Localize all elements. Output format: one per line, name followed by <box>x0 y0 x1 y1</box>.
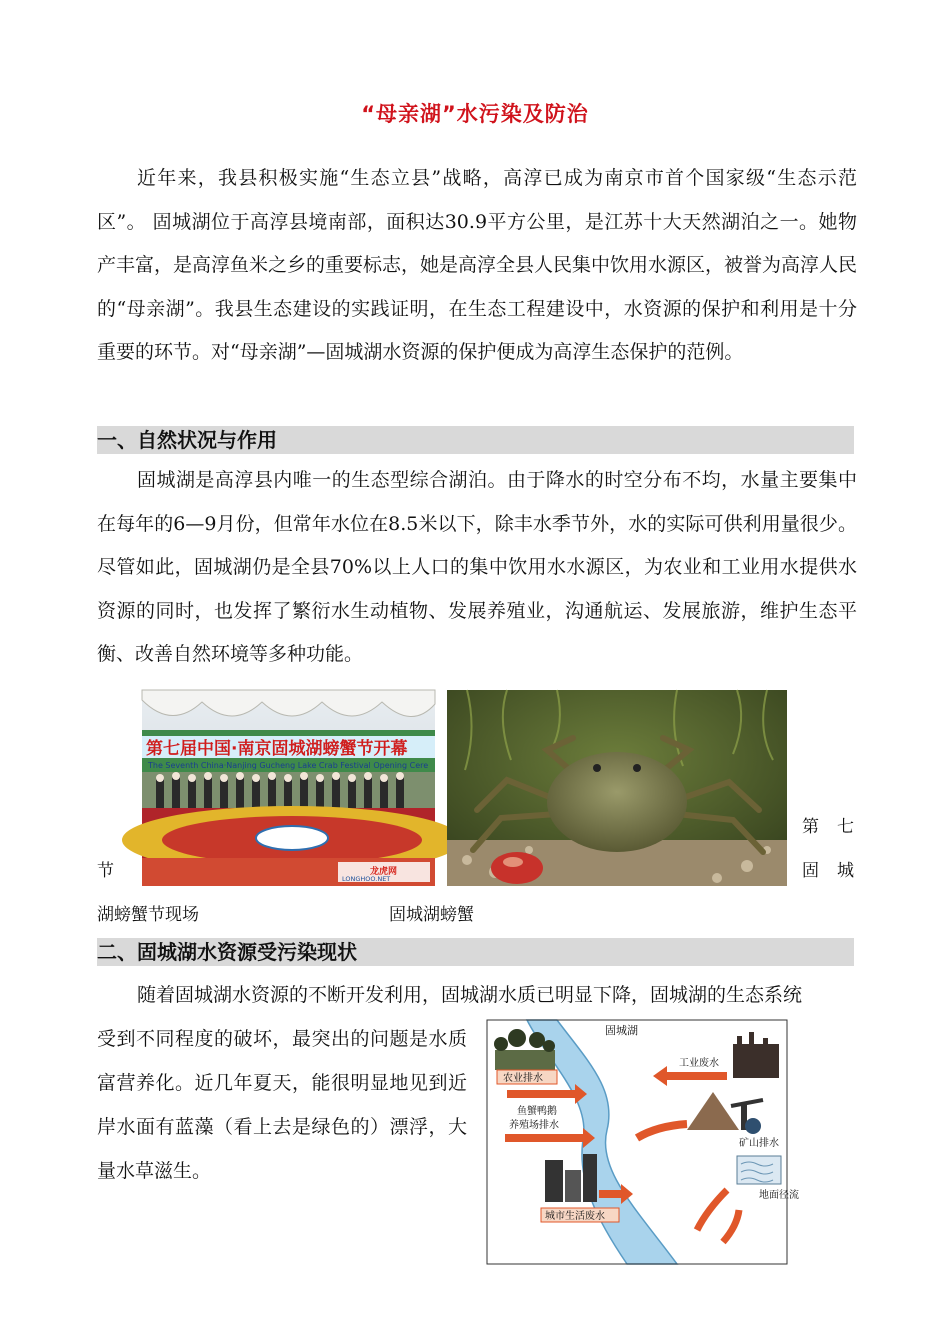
pollution-sources-diagram <box>487 1020 799 1264</box>
farm-label-2: 养殖场排水 <box>509 1120 559 1131</box>
photo-caption-part-c <box>802 856 854 881</box>
section2-paragraph-rest: 受到不同程度的破坏，最突出的问题是水质富营养化。近几年夏天，能很明显地见到近岸水面有蓝藻（看上去是绿色的）漂浮，大量水草滋生。 <box>97 1028 467 1182</box>
photo-caption-part-a <box>802 812 854 837</box>
caption-a-char-2: 七 <box>837 817 854 837</box>
section1-paragraph: 固城湖是高淳县内唯一的生态型综合湖泊。由于降水的时空分布不均，水量主要集中在每年的6—9月份，但常年水位在8.5米以下，除丰水季节外，水的实际可供利用量很少。尽管如此，固城湖仍是全县70%以上人口的集中饮用水水源区，为农业和工业用水提供水资源的同时，也发挥了繁衍水生动植物、发展养殖业，沟通航运、发展旅游，维护生态平衡、改善自然环境等多种功能。 <box>97 469 857 665</box>
lake-label: 固城湖 <box>605 1024 638 1037</box>
watermark-url: LONGHOO.NET <box>342 875 391 883</box>
mine-label: 矿山排水 <box>739 1138 779 1149</box>
caption-c-char-1: 固 <box>802 861 819 881</box>
festival-banner-english: The Seventh China·Nanjing Gucheng Lake Crab Festival Opening Cere <box>148 761 429 770</box>
agri-label: 农业排水 <box>503 1073 543 1084</box>
photo-caption-festival: 湖螃蟹节现场 <box>97 905 199 925</box>
festival-banner-text: 第七届中国·南京固城湖螃蟹节开幕 <box>146 739 408 759</box>
crab-photo <box>447 690 787 886</box>
city-label: 城市生活废水 <box>545 1211 605 1222</box>
photo-caption-part-b: 节 <box>97 861 114 881</box>
crab-festival-photo <box>142 690 435 886</box>
runoff-label: 地面径流 <box>759 1190 799 1201</box>
page-title: “母亲湖”水污染及防治 <box>361 102 589 126</box>
section2-paragraph-line1: 随着固城湖水资源的不断开发利用，固城湖水质已明显下降，固城湖的生态系统 <box>137 984 803 1006</box>
runoff-icon <box>737 1156 781 1184</box>
watermark-text: 龙虎网 <box>370 867 398 877</box>
farm-label-1: 鱼蟹鸭鹅 <box>517 1106 557 1117</box>
section-heading-1: 一、自然状况与作用 <box>97 426 854 454</box>
intro-paragraph: 近年来，我县积极实施“生态立县”战略，高淳已成为南京市首个国家级“生态示范区”。 固城湖位于高淳县境南部，面积达30.9平方公里，是江苏十大天然湖泊之一。她物产丰富，是高淳鱼米之乡的重要标志，她是高淳全县人民集中饮用水源区，被誉为高淳人民的“母亲湖”。我县生态建设的实践证明，在生态工程建设中，水资源的保护和利用是十分重要的环节。对“母亲湖”—固城湖水资源的保护便成为高淳生态保护的范例。 <box>97 167 858 363</box>
caption-a-char-1: 第 <box>802 817 819 837</box>
section-heading-2: 二、固城湖水资源受污染现状 <box>97 938 854 966</box>
industry-label: 工业废水 <box>679 1058 719 1069</box>
caption-c-char-2: 城 <box>837 861 854 881</box>
photo-caption-crab: 固城湖螃蟹 <box>389 905 474 925</box>
